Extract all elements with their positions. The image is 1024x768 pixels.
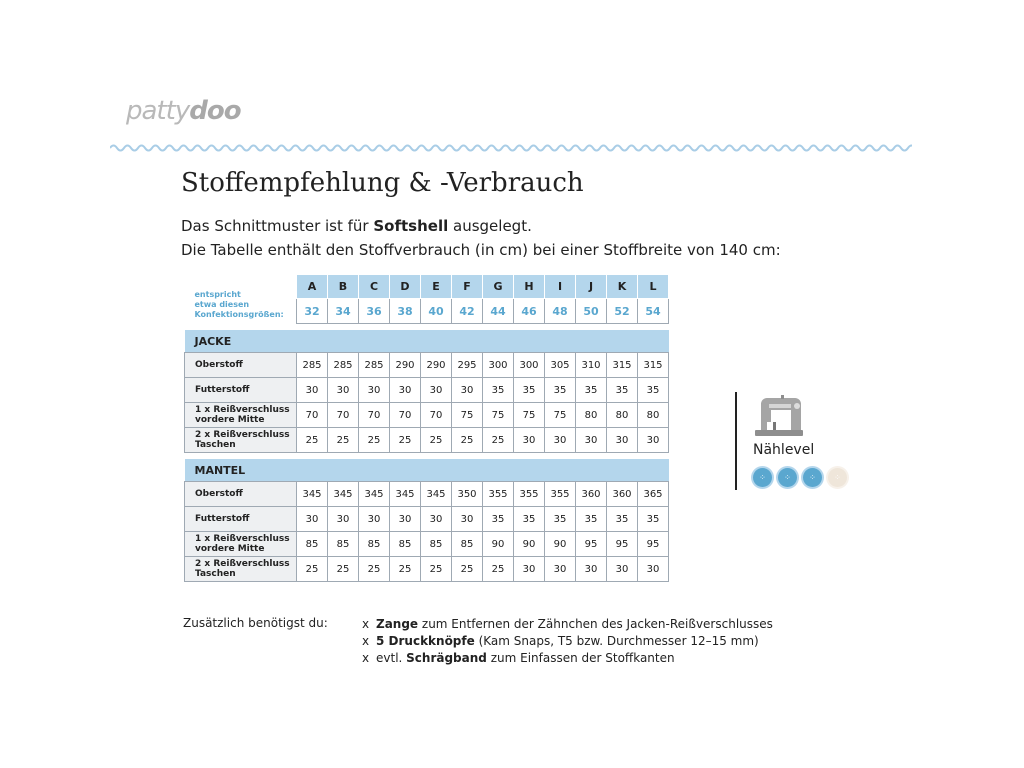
konfektion-size: 36 bbox=[359, 299, 390, 324]
table-cell: 300 bbox=[514, 353, 545, 378]
table-cell: 290 bbox=[421, 353, 452, 378]
table-row bbox=[185, 507, 669, 532]
extras-item bbox=[362, 650, 773, 667]
size-letter: B bbox=[328, 275, 359, 299]
table-cell: 80 bbox=[638, 403, 669, 428]
konfektion-label-line: entspricht bbox=[194, 289, 241, 299]
fabric-table bbox=[184, 274, 669, 582]
table-cell: 285 bbox=[359, 353, 390, 378]
size-letter: F bbox=[452, 275, 483, 299]
row-label-line: vordere Mitte bbox=[195, 415, 265, 425]
row-label-line: vordere Mitte bbox=[195, 544, 265, 554]
table-cell: 95 bbox=[607, 532, 638, 557]
table-cell: 25 bbox=[390, 557, 421, 582]
row-label-line: 1 x Reißverschluss bbox=[195, 405, 290, 415]
level-dot-filled bbox=[803, 468, 822, 487]
table-cell: 305 bbox=[545, 353, 576, 378]
konfektion-size: 34 bbox=[328, 299, 359, 324]
table-cell: 35 bbox=[545, 507, 576, 532]
fabric-table-wrap bbox=[184, 274, 669, 582]
row-label bbox=[185, 353, 297, 378]
table-cell: 30 bbox=[607, 557, 638, 582]
table-cell: 30 bbox=[576, 557, 607, 582]
table-cell: 35 bbox=[483, 507, 514, 532]
table-cell: 30 bbox=[452, 507, 483, 532]
table-cell: 85 bbox=[328, 532, 359, 557]
table-cell: 35 bbox=[576, 378, 607, 403]
table-cell: 30 bbox=[359, 378, 390, 403]
extras-item-text: zum Einfassen der Stoffkanten bbox=[486, 651, 675, 665]
sewing-machine-icon bbox=[753, 394, 805, 438]
row-label-line: Futterstoff bbox=[195, 514, 250, 524]
table-cell: 25 bbox=[328, 557, 359, 582]
intro-fabric: Softshell bbox=[373, 217, 449, 235]
table-cell: 30 bbox=[297, 507, 328, 532]
table-cell: 30 bbox=[514, 557, 545, 582]
size-letter: H bbox=[514, 275, 545, 299]
table-cell: 285 bbox=[328, 353, 359, 378]
table-cell: 345 bbox=[390, 482, 421, 507]
table-cell: 35 bbox=[607, 378, 638, 403]
extras-item bbox=[362, 616, 773, 633]
konfektion-size: 52 bbox=[607, 299, 638, 324]
table-cell: 35 bbox=[545, 378, 576, 403]
table-cell: 350 bbox=[452, 482, 483, 507]
row-label-line: Oberstoff bbox=[195, 489, 243, 499]
table-cell: 25 bbox=[452, 557, 483, 582]
table-cell: 30 bbox=[607, 428, 638, 453]
row-label-line: Oberstoff bbox=[195, 360, 243, 370]
table-cell: 25 bbox=[483, 557, 514, 582]
table-cell: 300 bbox=[483, 353, 514, 378]
table-cell: 75 bbox=[514, 403, 545, 428]
table-cell: 80 bbox=[607, 403, 638, 428]
konfektion-size: 50 bbox=[576, 299, 607, 324]
table-cell: 360 bbox=[607, 482, 638, 507]
konfektion-label-line: etwa diesen bbox=[194, 299, 250, 309]
logo-part1: patty bbox=[126, 96, 190, 126]
konfektion-size: 46 bbox=[514, 299, 545, 324]
table-cell: 295 bbox=[452, 353, 483, 378]
section-header-row bbox=[185, 459, 669, 482]
table-cell: 30 bbox=[545, 428, 576, 453]
table-cell: 75 bbox=[452, 403, 483, 428]
table-cell: 25 bbox=[452, 428, 483, 453]
table-cell: 25 bbox=[297, 557, 328, 582]
table-cell: 30 bbox=[638, 557, 669, 582]
table-cell: 35 bbox=[483, 378, 514, 403]
konfektion-label-line: Konfektionsgrößen: bbox=[194, 309, 284, 319]
size-letter: C bbox=[359, 275, 390, 299]
row-label-line: Futterstoff bbox=[195, 385, 250, 395]
table-row bbox=[185, 532, 669, 557]
table-cell: 85 bbox=[452, 532, 483, 557]
level-divider bbox=[735, 392, 737, 490]
table-cell: 30 bbox=[421, 378, 452, 403]
table-cell: 85 bbox=[359, 532, 390, 557]
row-label bbox=[185, 532, 297, 557]
table-cell: 30 bbox=[390, 378, 421, 403]
table-cell: 310 bbox=[576, 353, 607, 378]
row-label bbox=[185, 482, 297, 507]
table-cell: 345 bbox=[421, 482, 452, 507]
level-dot-filled bbox=[778, 468, 797, 487]
konfektion-size: 42 bbox=[452, 299, 483, 324]
table-row bbox=[185, 482, 669, 507]
table-cell: 85 bbox=[297, 532, 328, 557]
size-letter: I bbox=[545, 275, 576, 299]
table-row bbox=[185, 428, 669, 453]
table-cell: 95 bbox=[638, 532, 669, 557]
button-holes-icon: ⁘ bbox=[759, 472, 766, 482]
extras-item-prefix: evtl. bbox=[376, 651, 407, 665]
table-cell: 30 bbox=[297, 378, 328, 403]
row-label bbox=[185, 507, 297, 532]
table-cell: 35 bbox=[576, 507, 607, 532]
wave-divider bbox=[110, 140, 912, 156]
table-cell: 70 bbox=[328, 403, 359, 428]
table-cell: 355 bbox=[514, 482, 545, 507]
konfektion-size: 44 bbox=[483, 299, 514, 324]
table-cell: 315 bbox=[607, 353, 638, 378]
table-cell: 30 bbox=[452, 378, 483, 403]
extras-item-text: zum Entfernen der Zähnchen des Jacken-Reißverschlusses bbox=[418, 617, 773, 631]
table-cell: 315 bbox=[638, 353, 669, 378]
table-cell: 25 bbox=[328, 428, 359, 453]
table-cell: 25 bbox=[421, 428, 452, 453]
naehlevel-box bbox=[735, 392, 855, 492]
table-cell: 25 bbox=[390, 428, 421, 453]
row-label-line: 1 x Reißverschluss bbox=[195, 534, 290, 544]
table-cell: 70 bbox=[421, 403, 452, 428]
table-cell: 90 bbox=[483, 532, 514, 557]
table-cell: 85 bbox=[421, 532, 452, 557]
extras-item-bold: 5 Druckknöpfe bbox=[376, 634, 475, 648]
pattydoo-logo bbox=[126, 96, 241, 126]
row-label-line: 2 x Reißverschluss bbox=[195, 430, 290, 440]
table-row bbox=[185, 403, 669, 428]
table-cell: 30 bbox=[359, 507, 390, 532]
extras-list bbox=[362, 616, 773, 667]
table-cell: 75 bbox=[545, 403, 576, 428]
table-cell: 90 bbox=[545, 532, 576, 557]
letter-row bbox=[185, 275, 669, 299]
table-cell: 30 bbox=[514, 428, 545, 453]
row-label bbox=[185, 557, 297, 582]
table-cell: 35 bbox=[514, 378, 545, 403]
table-cell: 30 bbox=[545, 557, 576, 582]
section-header-jacke: JACKE bbox=[185, 330, 669, 353]
size-letter: D bbox=[390, 275, 421, 299]
table-cell: 30 bbox=[328, 507, 359, 532]
konfektion-label bbox=[185, 275, 297, 324]
extras-item-bold: Schrägband bbox=[406, 651, 487, 665]
size-letter: K bbox=[607, 275, 638, 299]
konfektion-size: 48 bbox=[545, 299, 576, 324]
table-cell: 30 bbox=[328, 378, 359, 403]
intro-line1-suffix: ausgelegt. bbox=[448, 217, 532, 235]
table-cell: 30 bbox=[390, 507, 421, 532]
table-cell: 290 bbox=[390, 353, 421, 378]
button-holes-icon: ⁘ bbox=[809, 472, 816, 482]
table-cell: 35 bbox=[607, 507, 638, 532]
section-header-mantel: MANTEL bbox=[185, 459, 669, 482]
size-letter: A bbox=[297, 275, 328, 299]
extras-marker: x bbox=[362, 617, 370, 631]
row-label-line: Taschen bbox=[195, 440, 236, 450]
section-header-row bbox=[185, 330, 669, 353]
table-cell: 70 bbox=[390, 403, 421, 428]
extras-marker: x bbox=[362, 651, 370, 665]
table-cell: 345 bbox=[297, 482, 328, 507]
table-row bbox=[185, 378, 669, 403]
table-cell: 95 bbox=[576, 532, 607, 557]
table-cell: 345 bbox=[328, 482, 359, 507]
extras-label: Zusätzlich benötigst du: bbox=[183, 616, 328, 630]
row-label bbox=[185, 403, 297, 428]
konfektion-size: 32 bbox=[297, 299, 328, 324]
level-dot-empty bbox=[828, 468, 847, 487]
page-title: Stoffempfehlung & -Verbrauch bbox=[181, 168, 584, 198]
table-cell: 25 bbox=[359, 428, 390, 453]
konfektion-size: 54 bbox=[638, 299, 669, 324]
naehlevel-dots bbox=[753, 468, 847, 487]
table-cell: 285 bbox=[297, 353, 328, 378]
table-cell: 365 bbox=[638, 482, 669, 507]
size-letter: E bbox=[421, 275, 452, 299]
extras-marker: x bbox=[362, 634, 370, 648]
level-dot-filled bbox=[753, 468, 772, 487]
table-cell: 30 bbox=[576, 428, 607, 453]
table-cell: 85 bbox=[390, 532, 421, 557]
logo-part2: doo bbox=[189, 96, 241, 126]
row-label bbox=[185, 378, 297, 403]
table-cell: 70 bbox=[297, 403, 328, 428]
konfektion-size: 38 bbox=[390, 299, 421, 324]
table-cell: 35 bbox=[638, 507, 669, 532]
button-holes-icon: ⁘ bbox=[834, 472, 841, 482]
row-label-line: Taschen bbox=[195, 569, 236, 579]
table-cell: 35 bbox=[514, 507, 545, 532]
table-cell: 80 bbox=[576, 403, 607, 428]
extras-item-text: (Kam Snaps, T5 bzw. Durchmesser 12–15 mm) bbox=[474, 634, 759, 648]
table-row bbox=[185, 557, 669, 582]
table-cell: 25 bbox=[483, 428, 514, 453]
table-cell: 360 bbox=[576, 482, 607, 507]
konfektion-size: 40 bbox=[421, 299, 452, 324]
table-cell: 90 bbox=[514, 532, 545, 557]
intro-line1-prefix: Das Schnittmuster ist für bbox=[181, 217, 374, 235]
extras-item-bold: Zange bbox=[376, 617, 419, 631]
table-cell: 355 bbox=[483, 482, 514, 507]
table-row bbox=[185, 353, 669, 378]
table-cell: 75 bbox=[483, 403, 514, 428]
button-holes-icon: ⁘ bbox=[784, 472, 791, 482]
table-cell: 355 bbox=[545, 482, 576, 507]
intro-line-2: Die Tabelle enthält den Stoffverbrauch (in cm) bei einer Stoffbreite von 140 cm: bbox=[181, 241, 781, 259]
table-cell: 25 bbox=[421, 557, 452, 582]
row-label-line: 2 x Reißverschluss bbox=[195, 559, 290, 569]
table-cell: 35 bbox=[638, 378, 669, 403]
intro-text bbox=[181, 214, 781, 262]
table-cell: 30 bbox=[421, 507, 452, 532]
table-cell: 70 bbox=[359, 403, 390, 428]
table-cell: 25 bbox=[297, 428, 328, 453]
table-cell: 30 bbox=[638, 428, 669, 453]
table-cell: 345 bbox=[359, 482, 390, 507]
size-letter: G bbox=[483, 275, 514, 299]
row-label bbox=[185, 428, 297, 453]
table-cell: 25 bbox=[359, 557, 390, 582]
size-letter: L bbox=[638, 275, 669, 299]
size-letter: J bbox=[576, 275, 607, 299]
extras-item bbox=[362, 633, 773, 650]
intro-line-1 bbox=[181, 214, 781, 238]
naehlevel-label: Nählevel bbox=[753, 442, 815, 458]
